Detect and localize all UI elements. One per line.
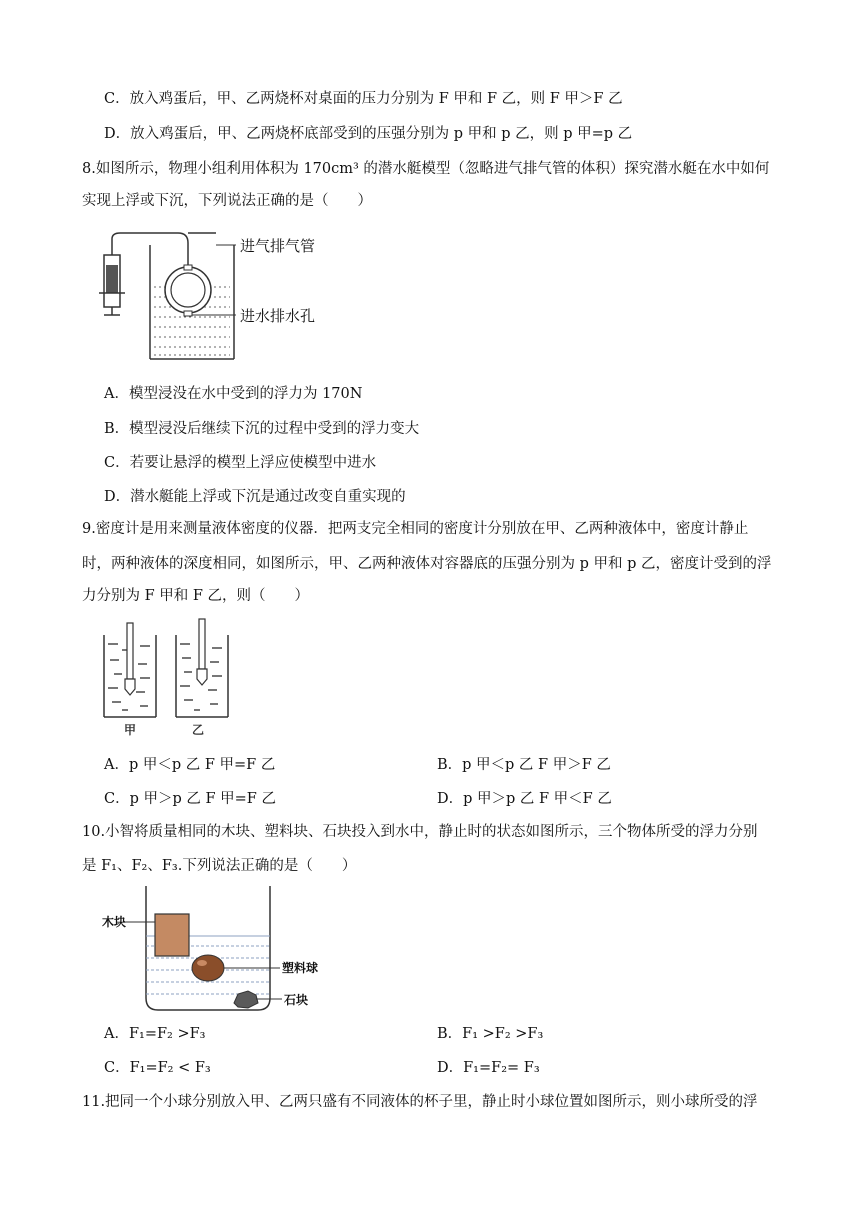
q9-option-a: A．p 甲＜p 乙 F 甲=F 乙: [104, 757, 276, 773]
q9-stem-line1: 9.密度计是用来测量液体密度的仪器．把两支完全相同的密度计分别放在甲、乙两种液体中，密度计静止: [82, 521, 749, 537]
q7-option-d: D．放入鸡蛋后，甲、乙两烧杯底部受到的压强分别为 p 甲和 p 乙，则 p 甲=p 乙: [104, 126, 633, 142]
q8-stem-line2: 实现上浮或下沉，下列说法正确的是（ ）: [82, 193, 372, 209]
q9-option-c: C．p 甲＞p 乙 F 甲=F 乙: [104, 791, 276, 807]
q10-label-wood: 木块: [102, 915, 127, 929]
q10-option-d: D．F₁=F₂= F₃: [437, 1060, 540, 1076]
q11-stem-line1: 11.把同一个小球分别放入甲、乙两只盛有不同液体的杯子里，静止时小球位置如图所示，则小球所受的浮: [82, 1094, 758, 1110]
q8-option-a: A．模型浸没在水中受到的浮力为 170N: [104, 386, 363, 402]
q10-option-c: C．F₁=F₂ < F₃: [104, 1060, 211, 1076]
q8-label-hole: 进水排水孔: [240, 307, 316, 325]
q10-stem-line2: 是 F₁、F₂、F₃.下列说法正确的是（ ）: [82, 858, 357, 874]
q9-option-d: D．p 甲＞p 乙 F 甲＜F 乙: [437, 791, 612, 807]
q9-stem-line3: 力分别为 F 甲和 F 乙，则（ ）: [82, 588, 310, 604]
q9-label-jia: 甲: [124, 723, 137, 737]
q8-option-b: B．模型浸没后继续下沉的过程中受到的浮力变大: [104, 421, 420, 437]
q10-option-a: A．F₁=F₂ >F₃: [104, 1026, 206, 1042]
q9-option-b: B．p 甲＜p 乙 F 甲＞F 乙: [437, 757, 611, 773]
q8-stem-line1: 8.如图所示，物理小组利用体积为 170cm³ 的潜水艇模型（忽略进气排气管的体积）探究潜水艇在水中如何: [82, 161, 770, 177]
q8-option-d: D．潜水艇能上浮或下沉是通过改变自重实现的: [104, 489, 406, 505]
q10-label-stone: 石块: [284, 993, 309, 1007]
q10-stem-line1: 10.小智将质量相同的木块、塑料块、石块投入到水中，静止时的状态如图所示，三个物体所受的浮力分别: [82, 824, 758, 840]
q9-label-yi: 乙: [192, 723, 205, 737]
q9-hydrometer-figure: [100, 617, 230, 739]
q9-hydrometer-svg: [100, 617, 230, 739]
q7-option-c: C．放入鸡蛋后，甲、乙两烧杯对桌面的压力分别为 F 甲和 F 乙，则 F 甲＞F 乙: [104, 91, 623, 107]
q10-label-plastic: 塑料球: [282, 961, 319, 975]
q10-option-b: B．F₁ >F₂ >F₃: [437, 1026, 544, 1042]
q8-label-pipe: 进气排气管: [240, 237, 316, 255]
q8-option-c: C．若要让悬浮的模型上浮应使模型中进水: [104, 455, 377, 471]
q9-stem-line2: 时，两种液体的深度相同，如图所示，甲、乙两种液体对容器底的压强分别为 p 甲和 p 乙，密度计受到的浮: [82, 556, 772, 572]
